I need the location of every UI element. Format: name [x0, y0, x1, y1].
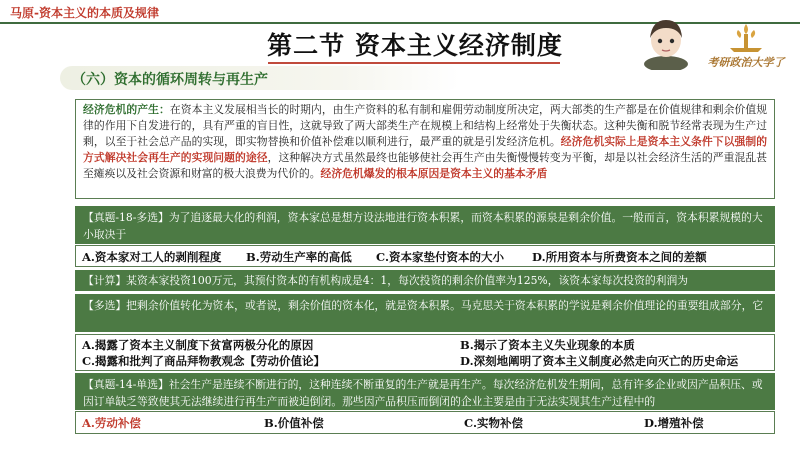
question-1-text: 【真题-18-多选】为了追逐最大化的利润，资本家总是想方设法地进行资本积累，而资本积累的源泉是剩余价值。一般而言，资本积累规模的大小取决于: [83, 211, 763, 241]
paragraph-highlight-1: 经济危机实际上是资本主义条件下以强制的方式解决社会再生产的实现问题的途径: [83, 135, 768, 164]
question-4-text: 【真题-14-单选】社会生产是连续不断进行的，这种连续不断重复的生产就是再生产。每次经济危机发生期间，总有许多企业或因产品积压、或因订单缺乏等致使其无法继续进行再生产而被迫倒闭。那些因产品积压而倒闭的企业主要是由于无法实现其生产过程中的: [83, 378, 763, 408]
paragraph-text-2: ，这种解决方式虽然最终也能够使社会再生产由失衡慢慢转变为平衡，却是以社会经济生活的严重混乱甚至瘫痪以及社会资源和财富的极大浪费为代价的。: [83, 151, 768, 180]
q3-option-c[interactable]: C.揭露和批判了商品拜物教观念【劳动价值论】: [82, 354, 325, 368]
paragraph-highlight-2: 经济危机爆发的根本原因是资本主义的基本矛盾: [320, 167, 548, 180]
q4-option-c[interactable]: C.实物补偿: [464, 416, 523, 430]
teacher-avatar-icon: [640, 14, 692, 70]
q1-option-d[interactable]: D.所用资本与所费资本之间的差额: [532, 250, 707, 264]
concept-paragraph: [75, 99, 775, 199]
question-1-options: [75, 245, 775, 267]
title-underline: [268, 62, 560, 64]
paragraph-label: 经济危机的产生：: [83, 103, 170, 116]
question-2-text: 【计算】某资本家投资100万元，其预付资本的有机构成是4：1，每次投资的剩余价值率为125%，该资本家每次投资的利润为: [83, 274, 689, 287]
q1-option-b[interactable]: B.劳动生产率的高低: [246, 250, 352, 264]
question-2: [75, 270, 775, 291]
question-4: [75, 373, 775, 410]
question-1: [75, 206, 775, 244]
q1-option-a[interactable]: A.资本家对工人的剥削程度: [82, 250, 222, 264]
q3-option-b[interactable]: B.揭示了资本主义失业现象的本质: [460, 338, 635, 352]
subheading: [60, 66, 460, 90]
q4-option-b[interactable]: B.价值补偿: [264, 416, 324, 430]
q3-option-a[interactable]: A.揭露了资本主义制度下贫富两极分化的原因: [82, 338, 314, 352]
paragraph-text-1: 在资本主义发展相当长的时期内，由生产资料的私有制和雇佣劳动制度所决定，两大部类的生产都是在价值规律和剩余价值规律的作用下自发进行的，具有严重的盲目性，这就导致了两大部类生产在规模上和结构上经常处于失衡状态。这种失衡和脱节经常表现为生产过剩，以至于社会总产品的实现，即实物替换和价值补偿难以顺利进行，最严重的就是引发经济危机。: [83, 103, 768, 148]
brand-text: 考研政治大学了: [707, 56, 785, 69]
question-4-options: [75, 411, 775, 434]
subheading-label: （六）资本的循环周转与再生产: [72, 72, 268, 88]
question-3: [75, 294, 775, 332]
q4-option-d[interactable]: D.增殖补偿: [644, 416, 704, 430]
question-3-text: 【多选】把剩余价值转化为资本，或者说，剩余价值的资本化，就是资本积累。马克思关于资本积累的学说是剩余价值理论的重要组成部分，它: [83, 299, 764, 312]
section-title: 第二节 资本主义经济制度: [267, 31, 563, 60]
q1-option-c[interactable]: C.资本家垫付资本的大小: [376, 250, 504, 264]
course-title: 马原-资本主义的本质及规律: [10, 6, 159, 20]
question-3-options: [75, 334, 775, 371]
q3-option-d[interactable]: D.深刻地阐明了资本主义制度必然走向灭亡的历史命运: [460, 354, 739, 368]
q4-option-a[interactable]: A.劳动补偿: [82, 416, 141, 430]
